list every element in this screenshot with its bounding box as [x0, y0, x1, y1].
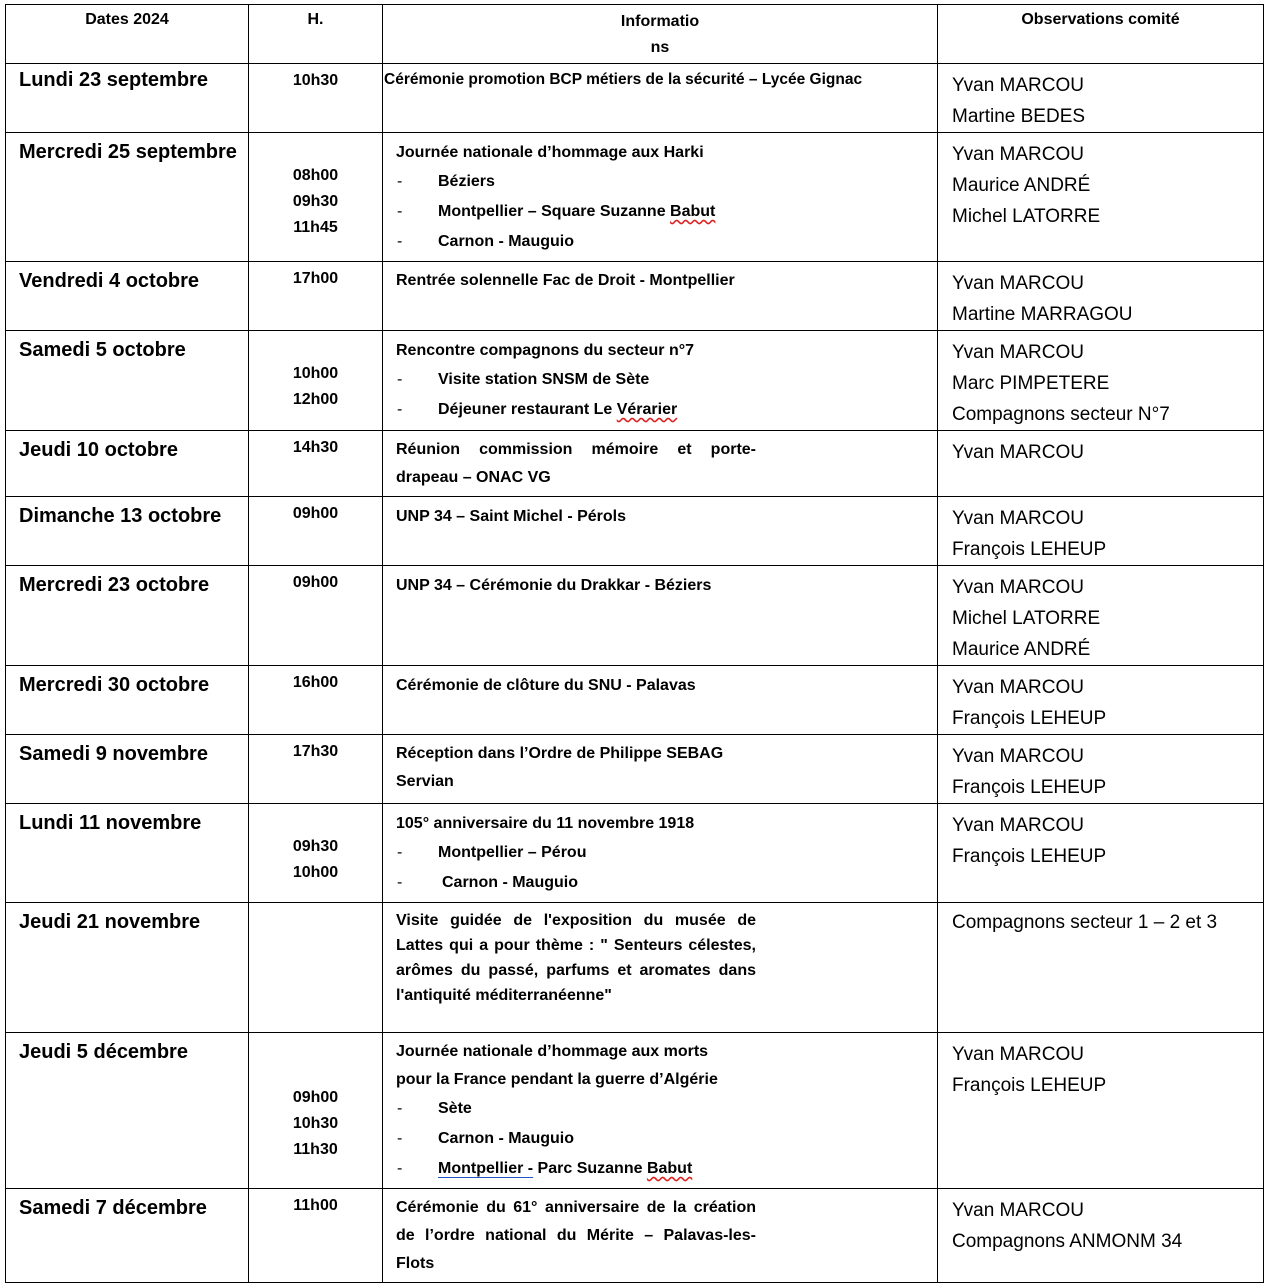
- row-time: 11h30: [293, 1141, 338, 1158]
- row-date: Dimanche 13 octobre: [6, 497, 249, 566]
- row-info-title: Réunion commission mémoire et porte-drapeau – ONAC VG: [396, 441, 756, 486]
- row-info-title: Cérémonie de clôture du SNU - Palavas: [396, 677, 696, 694]
- table-row: [6, 903, 1264, 1033]
- row-date: Jeudi 21 novembre: [6, 903, 249, 1033]
- row-info-title: Journée nationale d’hommage aux Harki: [396, 144, 704, 161]
- observer-name: Yvan MARCOU: [952, 1200, 1084, 1221]
- list-item: - Carnon - Mauguio: [396, 1124, 925, 1154]
- list-item: [396, 197, 925, 227]
- list-item-text: Vérarier: [616, 401, 678, 418]
- row-info-title: 105° anniversaire du 11 novembre 1918: [396, 815, 695, 832]
- row-time: 10h30: [249, 64, 383, 133]
- row-time: 09h30: [292, 193, 339, 210]
- list-item: - Béziers: [396, 167, 925, 197]
- row-info: [383, 331, 938, 431]
- row-date: Jeudi 5 décembre: [6, 1033, 249, 1189]
- list-item: - Sète: [396, 1094, 925, 1124]
- row-time: 10h00: [292, 864, 339, 881]
- row-observations: [938, 262, 1264, 331]
- observer-name: Michel LATORRE: [952, 206, 1101, 227]
- row-info-list: [396, 365, 925, 425]
- row-time: 09h30: [292, 838, 339, 855]
- row-date: Samedi 5 octobre: [6, 331, 249, 431]
- list-item-text: Parc Suzanne: [533, 1160, 647, 1177]
- row-info-title: Cérémonie promotion BCP métiers de la sécurité – Lycée Gignac: [384, 71, 863, 88]
- row-info-title: Rencontre compagnons du secteur n°7: [396, 342, 695, 359]
- observer-name: Compagnons secteur 1 – 2 et 3: [952, 912, 1218, 933]
- observer-name: Yvan MARCOU: [952, 577, 1084, 598]
- list-item-text: Déjeuner restaurant Le: [438, 401, 617, 418]
- observer-name: Yvan MARCOU: [952, 144, 1084, 165]
- row-date: Samedi 7 décembre: [6, 1189, 249, 1283]
- row-observations: [938, 64, 1264, 133]
- table-row: [6, 735, 1264, 804]
- row-info-title-line2: Servian: [396, 773, 454, 790]
- row-time: [249, 903, 383, 1033]
- row-time: 09h00: [249, 566, 383, 666]
- table-row: [6, 497, 1264, 566]
- observer-name: Yvan MARCOU: [952, 75, 1084, 96]
- list-item-text: Babut: [646, 1160, 693, 1177]
- header-row: [6, 5, 1264, 64]
- observer-name: Maurice ANDRÉ: [952, 175, 1091, 196]
- row-time: 10h00: [292, 365, 339, 382]
- list-item: - Carnon - Mauguio: [396, 227, 925, 257]
- observer-name: François LEHEUP: [952, 846, 1107, 867]
- table-row: [6, 331, 1264, 431]
- observer-name: Martine MARRAGOU: [952, 304, 1133, 325]
- row-info: [383, 735, 938, 804]
- row-info-title-line2: pour la France pendant la guerre d’Algérie: [396, 1071, 718, 1088]
- row-date: Jeudi 10 octobre: [6, 431, 249, 497]
- row-info: [383, 431, 938, 497]
- table-row: [6, 431, 1264, 497]
- row-date: Mercredi 25 septembre: [6, 133, 249, 262]
- list-item-text: Montpellier – Square Suzanne: [438, 203, 671, 220]
- list-item: - Visite station SNSM de Sète: [396, 365, 925, 395]
- row-times: [249, 331, 383, 431]
- row-info-title: Rentrée solennelle Fac de Droit - Montpellier: [396, 272, 735, 289]
- row-info: [383, 1189, 938, 1283]
- row-info-list: [396, 838, 925, 898]
- row-info: [383, 133, 938, 262]
- header-dates: Dates 2024: [6, 5, 249, 64]
- row-time: 11h00: [249, 1189, 383, 1283]
- row-observations: [938, 331, 1264, 431]
- list-item-text: Babut: [670, 203, 716, 220]
- observer-name: Martine BEDES: [952, 106, 1086, 127]
- row-observations: [938, 566, 1264, 666]
- row-info: [383, 566, 938, 666]
- row-info: [383, 1033, 938, 1189]
- row-observations: [938, 903, 1264, 1033]
- header-observations: Observations comité: [938, 5, 1264, 64]
- observer-name: Yvan MARCOU: [952, 1044, 1084, 1065]
- row-info: [383, 666, 938, 735]
- observer-name: François LEHEUP: [952, 539, 1107, 560]
- row-info: [383, 64, 938, 133]
- row-times: [249, 804, 383, 903]
- observer-name: Yvan MARCOU: [952, 815, 1084, 836]
- row-time: 14h30: [249, 431, 383, 497]
- row-observations: [938, 431, 1264, 497]
- schedule-table: [5, 4, 1264, 1283]
- observer-name: François LEHEUP: [952, 777, 1107, 798]
- list-item: [396, 395, 925, 425]
- observer-name: Yvan MARCOU: [952, 508, 1084, 529]
- row-info-title: UNP 34 – Cérémonie du Drakkar - Béziers: [396, 577, 712, 594]
- table-row: [6, 133, 1264, 262]
- observer-name: François LEHEUP: [952, 708, 1107, 729]
- header-info: [383, 5, 938, 64]
- header-info-line2: ns: [650, 39, 670, 56]
- row-observations: [938, 1189, 1264, 1283]
- observer-name: Michel LATORRE: [952, 608, 1101, 629]
- list-item: - Montpellier – Pérou: [396, 838, 925, 868]
- list-item-text: Montpellier -: [438, 1160, 534, 1177]
- table-row: [6, 1033, 1264, 1189]
- row-time: 12h00: [292, 391, 339, 408]
- observer-name: Compagnons secteur N°7: [952, 404, 1170, 425]
- table-row: [6, 804, 1264, 903]
- row-time: 09h00: [292, 1089, 339, 1106]
- row-observations: [938, 735, 1264, 804]
- row-times: [249, 1033, 383, 1189]
- row-info: [383, 903, 938, 1033]
- table-row: [6, 1189, 1264, 1283]
- row-time: 10h30: [292, 1115, 339, 1132]
- row-info-title: UNP 34 – Saint Michel - Pérols: [396, 508, 627, 525]
- row-date: Lundi 23 septembre: [6, 64, 249, 133]
- list-item: - Carnon - Mauguio: [396, 868, 925, 898]
- row-info: [383, 497, 938, 566]
- row-info-title: Cérémonie du 61° anniversaire de la création de l’ordre national du Mérite – Palavas-les-Flots: [396, 1199, 756, 1272]
- row-observations: [938, 804, 1264, 903]
- row-observations: [938, 1033, 1264, 1189]
- row-info-title: Visite guidée de l'exposition du musée de Lattes qui a pour thème : " Senteurs célestes, arômes du passé, parfums et aromates dans l'antiquité méditerranéenne": [396, 912, 756, 1004]
- observer-name: Maurice ANDRÉ: [952, 639, 1091, 660]
- observer-name: Yvan MARCOU: [952, 442, 1084, 463]
- row-time: 11h45: [293, 219, 338, 236]
- row-date: Samedi 9 novembre: [6, 735, 249, 804]
- observer-name: Marc PIMPETERE: [952, 373, 1110, 394]
- row-info-list: [396, 1094, 925, 1184]
- row-date: Lundi 11 novembre: [6, 804, 249, 903]
- list-item: [396, 1154, 925, 1184]
- row-info: [383, 804, 938, 903]
- row-time: 17h00: [249, 262, 383, 331]
- observer-name: Yvan MARCOU: [952, 677, 1084, 698]
- observer-name: Yvan MARCOU: [952, 273, 1084, 294]
- table-row: [6, 64, 1264, 133]
- row-observations: [938, 497, 1264, 566]
- row-info-title: Journée nationale d’hommage aux morts: [396, 1043, 709, 1060]
- table-row: [6, 666, 1264, 735]
- row-info: [383, 262, 938, 331]
- observer-name: Yvan MARCOU: [952, 342, 1084, 363]
- header-info-line1: Informatio: [620, 13, 700, 30]
- row-observations: [938, 133, 1264, 262]
- row-times: [249, 133, 383, 262]
- header-hour: H.: [249, 5, 383, 64]
- row-time: 17h30: [249, 735, 383, 804]
- observer-name: François LEHEUP: [952, 1075, 1107, 1096]
- row-time: 16h00: [249, 666, 383, 735]
- row-time: 08h00: [292, 167, 339, 184]
- table-row: [6, 262, 1264, 331]
- row-observations: [938, 666, 1264, 735]
- row-info-title: Réception dans l’Ordre de Philippe SEBAG: [396, 745, 724, 762]
- row-info-list: [396, 167, 925, 257]
- observer-name: Compagnons ANMONM 34: [952, 1231, 1183, 1252]
- row-date: Mercredi 23 octobre: [6, 566, 249, 666]
- row-time: 09h00: [249, 497, 383, 566]
- row-date: Vendredi 4 octobre: [6, 262, 249, 331]
- table-row: [6, 566, 1264, 666]
- row-date: Mercredi 30 octobre: [6, 666, 249, 735]
- observer-name: Yvan MARCOU: [952, 746, 1084, 767]
